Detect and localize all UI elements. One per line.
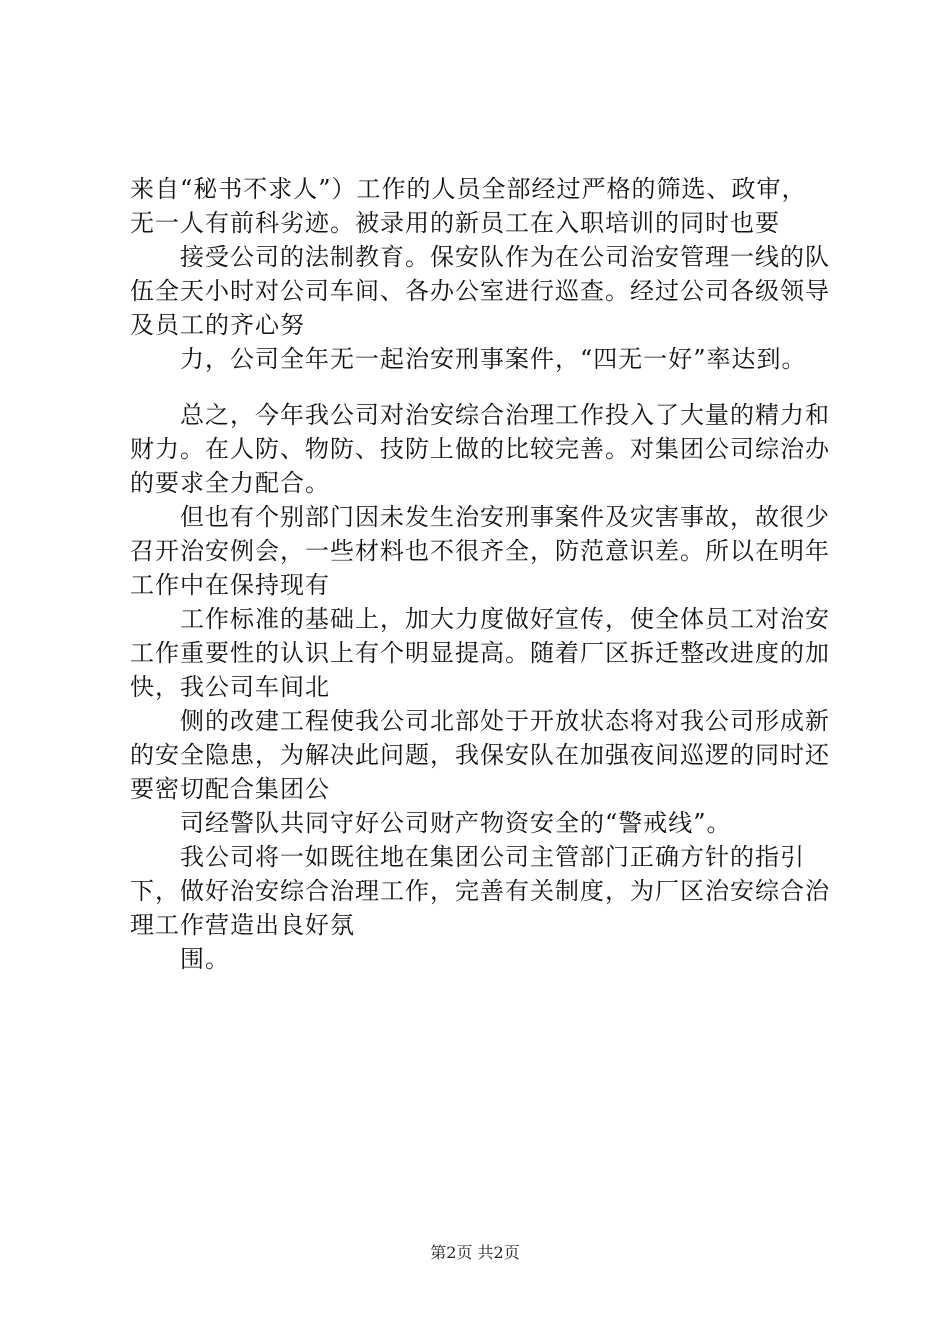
paragraph-5: 但也有个别部门因未发生治安刑事案件及灾害事故，故很少召开治安例会，一些材料也不很齐全，防范意识差。所以在明年工作中在保持现有	[130, 503, 830, 599]
document-body	[130, 172, 830, 976]
paragraph-4: 总之，今年我公司对治安综合治理工作投入了大量的精力和财力。在人防、物防、技防上做的比较完善。对集团公司综治办的要求全力配合。	[130, 401, 830, 497]
paragraph-6: 工作标准的基础上，加大力度做好宣传，使全体员工对治安工作重要性的认识上有个明显提高。随着厂区拆迁整改进度的加快，我公司车间北	[130, 605, 830, 701]
paragraph-8: 司经警队共同守好公司财产物资安全的“警戒线”。	[180, 809, 732, 837]
paragraph-9: 我公司将一如既往地在集团公司主管部门正确方针的指引下，做好治安综合治理工作，完善有关制度，为厂区治安综合治理工作营造出良好氛	[130, 843, 830, 939]
paragraph-gap	[130, 376, 830, 398]
page-footer: 第2页 共2页	[430, 1243, 520, 1262]
paragraph-7: 侧的改建工程使我公司北部处于开放状态将对我公司形成新的安全隐患，为解决此问题，我保安队在加强夜间巡逻的同时还要密切配合集团公	[130, 707, 830, 803]
paragraph-10: 围。	[180, 945, 230, 973]
paragraph-3: 力，公司全年无一起治安刑事案件，“四无一好”率达到。	[180, 345, 807, 373]
paragraph-1: 来自“秘书不求人”）工作的人员全部经过严格的筛选、政审，无一人有前科劣迹。被录用的新员工在入职培训的同时也要	[130, 175, 807, 237]
paragraph-2: 接受公司的法制教育。保安队作为在公司治安管理一线的队伍全天小时对公司车间、各办公室进行巡查。经过公司各级领导及员工的齐心努	[130, 243, 830, 339]
